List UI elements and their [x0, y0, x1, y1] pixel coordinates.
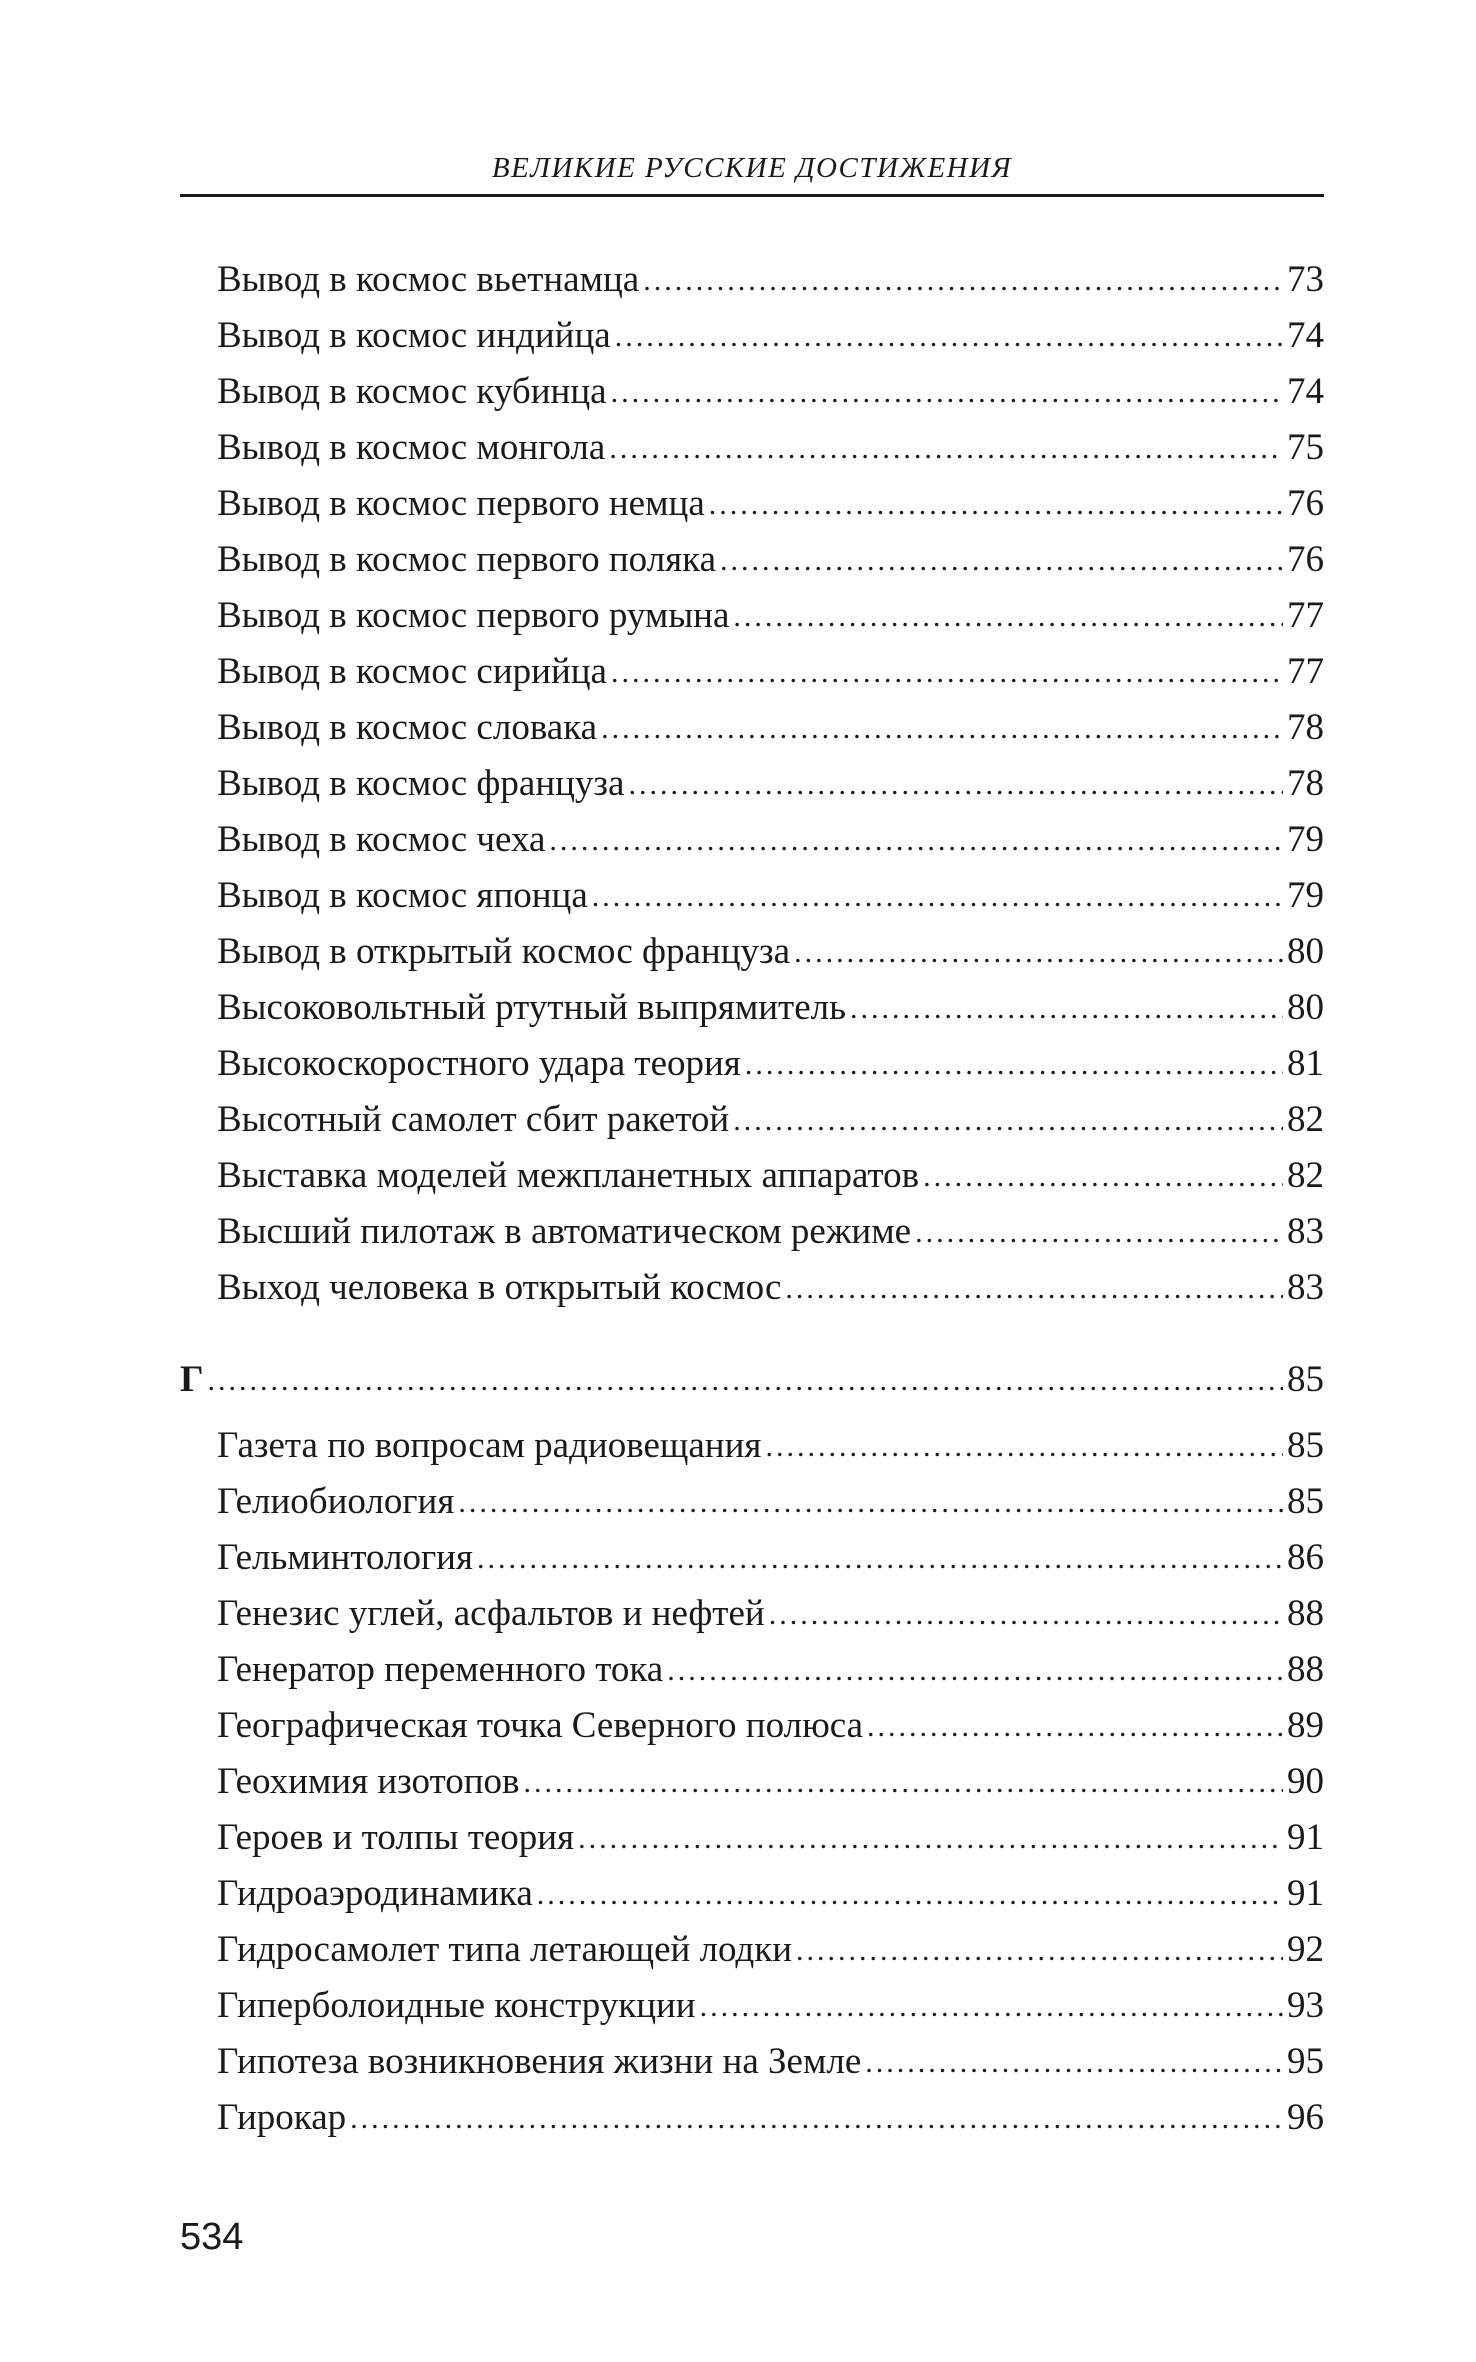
dot-leader: [794, 925, 1283, 981]
toc-entry-page: 80: [1287, 931, 1324, 972]
toc-entry[interactable]: [180, 588, 1324, 644]
toc-entry-page: 91: [1287, 1817, 1324, 1858]
toc-entry-page: 76: [1287, 483, 1324, 524]
toc-entry-page: 82: [1287, 1155, 1324, 1196]
toc-entry[interactable]: [180, 420, 1324, 476]
toc-entry-title: Высокоскоростного удара теория: [217, 1043, 741, 1084]
dot-leader: [700, 1979, 1283, 2035]
toc-entry-title: Генезис углей, асфальтов и нефтей: [217, 1593, 765, 1634]
toc-entry[interactable]: [180, 1810, 1324, 1866]
toc-entry[interactable]: [180, 644, 1324, 700]
toc-entry[interactable]: [180, 1978, 1324, 2034]
dot-leader: [733, 589, 1283, 645]
toc-entry-page: 93: [1287, 1985, 1324, 2026]
toc-entry[interactable]: [180, 2034, 1324, 2090]
dot-leader: [643, 253, 1283, 309]
dot-leader: [867, 1699, 1283, 1755]
toc-entry[interactable]: [180, 756, 1324, 812]
dot-leader: [611, 645, 1283, 701]
toc-entry-page: 73: [1287, 259, 1324, 300]
dot-leader: [592, 869, 1283, 925]
dot-leader: [549, 813, 1283, 869]
toc-entry[interactable]: [180, 1698, 1324, 1754]
toc-entry-title: Вывод в открытый космос француза: [217, 931, 791, 972]
toc-entry[interactable]: [180, 1092, 1324, 1148]
toc-entry-title: Геохимия изотопов: [217, 1761, 520, 1802]
toc-entry-title: Высоковольтный ртутный выпрямитель: [217, 987, 846, 1028]
toc-entry[interactable]: [180, 1866, 1324, 1922]
toc-entry-page: 74: [1287, 371, 1324, 412]
toc-entry-page: 90: [1287, 1761, 1324, 1802]
toc-entry-title: Героев и толпы теория: [217, 1817, 575, 1858]
toc-entry-title: Выход человека в открытый космос: [217, 1267, 782, 1308]
toc-entry[interactable]: [180, 1754, 1324, 1810]
toc-entry[interactable]: [180, 1204, 1324, 1260]
dot-leader: [745, 1037, 1283, 1093]
toc-entry[interactable]: [180, 1418, 1324, 1474]
toc-entry-title: Географическая точка Северного полюса: [217, 1705, 864, 1746]
dot-leader: [709, 477, 1283, 533]
dot-leader: [915, 1205, 1283, 1261]
toc-entry-page: 88: [1287, 1649, 1324, 1690]
toc-entry-title: Выставка моделей межпланетных аппаратов: [217, 1155, 920, 1196]
toc-entry-title: Вывод в космос француза: [217, 763, 625, 804]
toc-entry-page: 80: [1287, 987, 1324, 1028]
toc-entry-title: Гиперболоидные конструкции: [217, 1985, 696, 2026]
header-rule: [180, 194, 1324, 197]
toc-entry-page: 77: [1287, 595, 1324, 636]
dot-leader: [208, 1353, 1283, 1409]
toc-entry-title: Вывод в космос первого румына: [217, 595, 730, 636]
dot-leader: [477, 1531, 1283, 1587]
toc-entry[interactable]: [180, 868, 1324, 924]
toc-entry-title: Гельминтология: [217, 1537, 474, 1578]
toc-entry[interactable]: [180, 364, 1324, 420]
toc-entry-title: Вывод в космос индийца: [217, 315, 611, 356]
dot-leader: [667, 1643, 1283, 1699]
toc-entry-title: Вывод в космос монгола: [217, 427, 606, 468]
toc-entry[interactable]: [180, 812, 1324, 868]
toc-entry-page: 82: [1287, 1099, 1324, 1140]
toc-letter: Г: [180, 1359, 204, 1400]
toc-entry[interactable]: [180, 252, 1324, 308]
toc-entry[interactable]: [180, 1922, 1324, 1978]
toc-entry[interactable]: [180, 1474, 1324, 1530]
toc-entry-page: 79: [1287, 875, 1324, 916]
toc-entry[interactable]: [180, 476, 1324, 532]
dot-leader: [865, 2035, 1283, 2091]
toc-entry[interactable]: [180, 532, 1324, 588]
toc-entry-title: Гирокар: [217, 2097, 347, 2138]
toc-entry-page: 96: [1287, 2097, 1324, 2138]
toc-entry-title: Вывод в космос чеха: [217, 819, 546, 860]
dot-leader: [524, 1755, 1283, 1811]
toc-letter-page: 85: [1287, 1359, 1324, 1400]
toc-entry-title: Вывод в космос словака: [217, 707, 598, 748]
dot-leader: [628, 757, 1283, 813]
toc-entry-title: Вывод в космос первого поляка: [217, 539, 717, 580]
toc-entry[interactable]: [180, 924, 1324, 980]
dot-leader: [601, 701, 1283, 757]
toc-entry-title: Вывод в космос кубинца: [217, 371, 607, 412]
dot-leader: [350, 2091, 1283, 2147]
toc-entry-page: 76: [1287, 539, 1324, 580]
dot-leader: [537, 1867, 1283, 1923]
toc-entry-title: Вывод в космос сирийца: [217, 651, 607, 692]
table-of-contents: [180, 252, 1324, 2146]
toc-entry[interactable]: [180, 1260, 1324, 1316]
page-number: 534: [180, 2216, 244, 2258]
toc-entry-title: Газета по вопросам радиовещания: [217, 1425, 762, 1466]
toc-entry-page: 85: [1287, 1481, 1324, 1522]
toc-entry-title: Вывод в космос вьетнамца: [217, 259, 640, 300]
toc-entry-title: Вывод в космос первого немца: [217, 483, 705, 524]
toc-entry[interactable]: [180, 1148, 1324, 1204]
toc-entry-page: 78: [1287, 763, 1324, 804]
toc-section: [180, 1352, 1324, 2146]
toc-letter-heading[interactable]: [180, 1352, 1324, 1408]
dot-leader: [733, 1093, 1283, 1149]
toc-section: [180, 252, 1324, 1316]
toc-entry-page: 78: [1287, 707, 1324, 748]
toc-entry-page: 79: [1287, 819, 1324, 860]
toc-entry[interactable]: [180, 1586, 1324, 1642]
toc-entry-title: Генератор переменного тока: [217, 1649, 664, 1690]
toc-entry-title: Высший пилотаж в автоматическом режиме: [217, 1211, 912, 1252]
toc-entry-page: 86: [1287, 1537, 1324, 1578]
toc-entry[interactable]: [180, 1642, 1324, 1698]
toc-entry-page: 77: [1287, 651, 1324, 692]
dot-leader: [850, 981, 1283, 1037]
toc-entry[interactable]: [180, 308, 1324, 364]
toc-entry-page: 74: [1287, 315, 1324, 356]
toc-entry[interactable]: [180, 980, 1324, 1036]
dot-leader: [785, 1261, 1283, 1317]
toc-entry-page: 75: [1287, 427, 1324, 468]
dot-leader: [923, 1149, 1283, 1205]
dot-leader: [458, 1475, 1283, 1531]
toc-entry-page: 83: [1287, 1211, 1324, 1252]
toc-entry-page: 95: [1287, 2041, 1324, 2082]
toc-entry-page: 83: [1287, 1267, 1324, 1308]
toc-entry[interactable]: [180, 1530, 1324, 1586]
dot-leader: [611, 365, 1283, 421]
running-head: ВЕЛИКИЕ РУССКИЕ ДОСТИЖЕНИЯ: [491, 152, 1013, 184]
toc-entry-page: 85: [1287, 1425, 1324, 1466]
toc-entry-title: Вывод в космос японца: [217, 875, 588, 916]
toc-entry[interactable]: [180, 700, 1324, 756]
toc-entry-page: 89: [1287, 1705, 1324, 1746]
dot-leader: [765, 1419, 1283, 1475]
toc-entry-page: 92: [1287, 1929, 1324, 1970]
toc-entry[interactable]: [180, 2090, 1324, 2146]
toc-entry[interactable]: [180, 1036, 1324, 1092]
dot-leader: [609, 421, 1283, 477]
dot-leader: [796, 1923, 1283, 1979]
dot-leader: [720, 533, 1283, 589]
toc-entry-title: Гелиобиология: [217, 1481, 455, 1522]
dot-leader: [578, 1811, 1283, 1867]
dot-leader: [615, 309, 1283, 365]
toc-entry-page: 91: [1287, 1873, 1324, 1914]
dot-leader: [769, 1587, 1283, 1643]
toc-entry-page: 88: [1287, 1593, 1324, 1634]
toc-entry-title: Гидроаэродинамика: [217, 1873, 533, 1914]
toc-entry-page: 81: [1287, 1043, 1324, 1084]
toc-entry-title: Гипотеза возникновения жизни на Земле: [217, 2041, 862, 2082]
toc-entry-title: Высотный самолет сбит ракетой: [217, 1099, 730, 1140]
toc-entry-title: Гидросамолет типа летающей лодки: [217, 1929, 793, 1970]
